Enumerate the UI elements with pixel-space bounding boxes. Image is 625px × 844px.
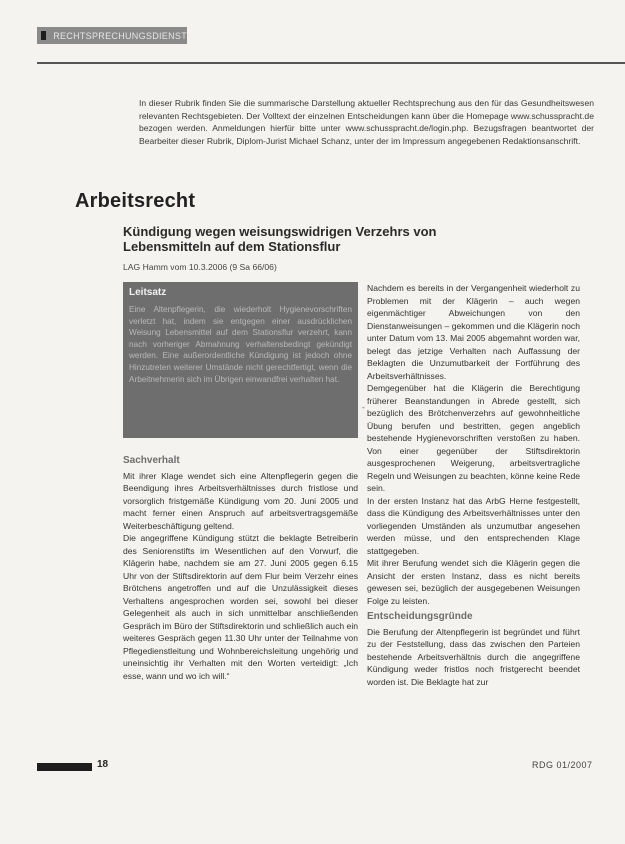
paragraph: Die angegriffene Kündigung stützt die beklagte Betreiberin des Seniorenstifts im Wesentlichen auf den Vorwurf, die Klägerin habe, nachdem sie am 27. Juni 2005 gegen 6.15 Uhr von der Stiftsdirektorin auf dem Flur beim Verzehr eines Brötchens angetroffen und auf die Unzulässigkeit dieses Verhaltens angesprochen worden sei, sowohl bei dieser Gelegenheit als auch in sich unmittelbar anschließenden Gespräch im Büro der Stiftsdirektorin und schließlich auch ein weiteres Gespräch gegen 11.30 Uhr unter der Teilnahme von Pflegedienstleitung und Wohnbereichsleitung ungehörig und uneinsichtig ihr Verhalten mit den Worten verteidigt: „Ich esse, wann und wo ich will.“ <box>123 533 359 681</box>
paragraph: Demgegenüber hat die Klägerin die Berechtigung früherer Beanstandungen in Abrede gestellt, sich bezüglich des Brötchenverzehrs auf gewohnheitliche Übung berufen und bestritten, gegen angeblich bestehende Hygienevorschriften verstoßen zu haben. Von einer gegenüber der Stiftsdirektorin ausgesprochenen Weigerung, arbeitsvertragliche Regeln und Weisungen zu beachten, könne keine Rede sein. <box>367 383 580 493</box>
article-title: Kündigung wegen weisungswidrigen Verzehrs von Lebensmitteln auf dem Stationsflur <box>123 224 437 254</box>
intro-text <box>139 97 594 147</box>
paragraph: Die Berufung der Altenpflegerin ist begründet und führt zu der Feststellung, dass das zwischen den Parteien bestehende Arbeitsverhältnis durch die angegriffene Kündigung weder fristlos noch fristgerecht beendet worden ist. Die Beklagte hat zur <box>367 626 580 687</box>
article-citation: LAG Hamm vom 10.3.2006 (9 Sa 66/06) <box>123 262 277 272</box>
margin-mark: - <box>362 403 365 412</box>
issue-reference: RDG 01/2007 <box>532 760 593 770</box>
section-title: Arbeitsrecht <box>75 190 196 212</box>
leitsatz-text: Eine Altenpflegerin, die wiederholt Hygienevorschriften verletzt hat, indem sie entgegen einer ausdrücklichen Weisung Lebensmittel auf dem Stationsflur verzehrt, kann nach vorheriger Abmahnung verhaltensbedingt gekündigt werden. Eine außerordentliche Kündigung ist jedoch ohne Hinzutreten weiterer Umstände nicht gerechtfertigt, wenn die Arbeitnehmerin sich im Übrigen einwandfrei verhalten hat. <box>129 305 352 384</box>
square-bullet-icon <box>41 31 46 40</box>
paragraph: Mit ihrer Berufung wendet sich die Klägerin gegen die Ansicht der ersten Instanz, dass es nicht bereits gewesen sei, bezüglich der ausgegebenen Weisungen Folge zu leisten. <box>367 558 580 606</box>
footer-bar <box>37 763 92 771</box>
rubric-bar <box>37 27 187 44</box>
paragraph: Mit ihrer Klage wendet sich eine Altenpflegerin gegen die Beendigung ihres Arbeitsverhältnisses durch fristlose und vorsorglich fristgemäße Kündigung vom 20. Juni 2005 und macht ferner einen Anspruch auf arbeitsvertragsgemäße Weiterbeschäftigung geltend. <box>123 470 358 531</box>
leitsatz-box <box>123 282 358 438</box>
paragraph: Nachdem es bereits in der Vergangenheit wiederholt zu Problemen mit der Klägerin – auch wegen eigenmächtiger Abweichungen von den Dienstanweisungen – gekommen und die Klägerin noch unter Datum vom 13. Mai 2005 abgemahnt worden war, belegt das jetzige Verhalten nach Auffassung der Beklagten die Unzumutbarkeit der Fortführung des Arbeitsverhältnisses. <box>367 283 580 381</box>
right-column <box>367 282 580 688</box>
left-column <box>123 455 358 682</box>
rubric-label: RECHTSPRECHUNGSDIENST <box>53 30 187 41</box>
page-number: 18 <box>97 759 109 770</box>
header-rule <box>37 62 625 64</box>
leitsatz-heading: Leitsatz <box>129 287 167 298</box>
intro-paragraph: In dieser Rubrik finden Sie die summarische Darstellung aktueller Rechtsprechung aus den für das Gesundheitswesen relevanten Rechtsgebieten. Der Volltext der einzelnen Entscheidungen kann über die Homepage www.schusspracht.de bezogen werden. Anmeldungen hierfür bitte unter www.schusspracht.de/login.php. Bezugsfragen beantwortet der Bearbeiter dieser Rubrik, Diplom-Jurist Michael Schanz, unter der im Impressum angegebenen Redaktionsanschrift. <box>139 98 594 146</box>
entscheidungsgruende-heading: Entscheidungsgründe <box>367 611 473 622</box>
sachverhalt-heading: Sachverhalt <box>123 455 180 466</box>
paragraph: In der ersten Instanz hat das ArbG Herne festgestellt, dass die Kündigung des Arbeitsverhältnisses unter den vorliegenden Umständen als unzumutbar angesehen werden müsse, und den entsprechenden Klage stattgegeben. <box>367 495 580 556</box>
